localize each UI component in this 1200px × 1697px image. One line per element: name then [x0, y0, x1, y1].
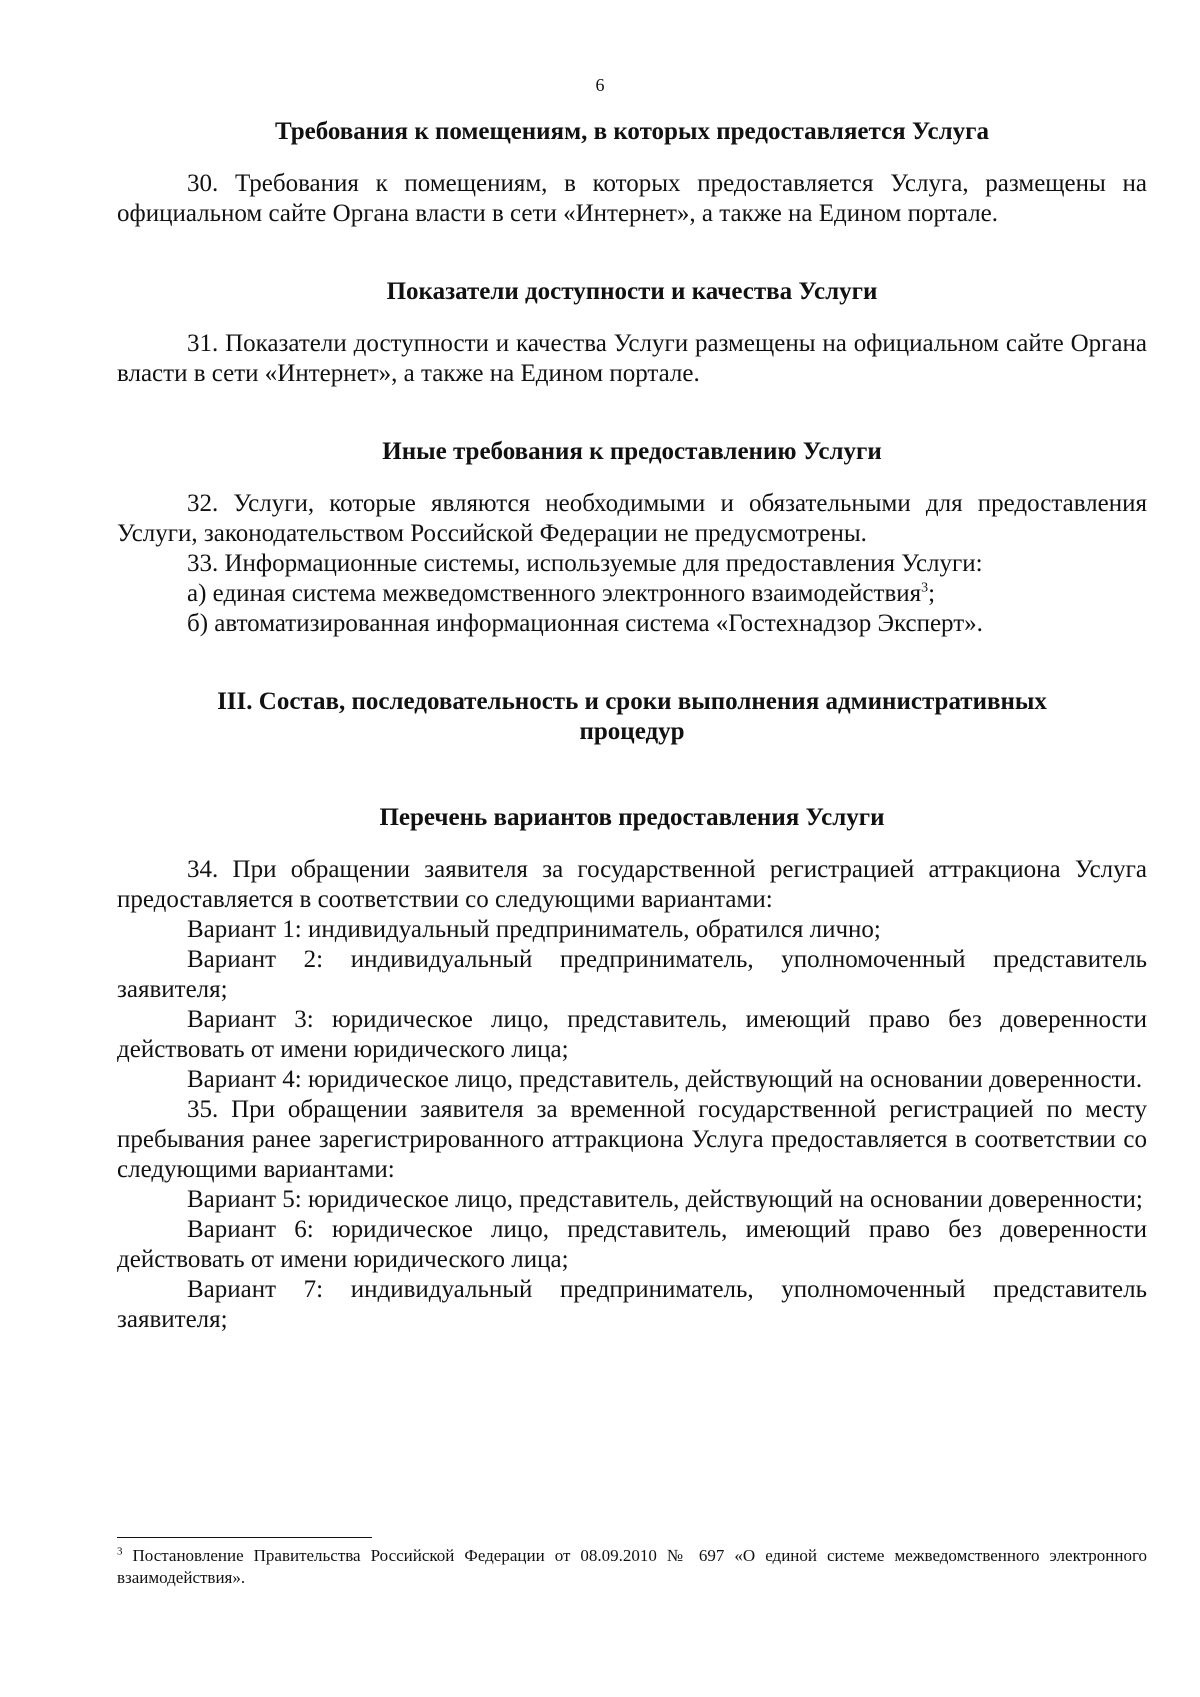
footnote-number: 3: [117, 1545, 123, 1558]
paragraph-33b: б) автоматизированная информационная система «Гостехнадзор Эксперт».: [187, 610, 983, 637]
paragraph-33a-end: ;: [928, 580, 936, 607]
paragraph-35: 35. При обращении заявителя за временной государственной регистрацией по месту пребывания ранее зарегистрированного аттракциона Услуга предоставляется в соответствии со следующими вариантами:: [117, 1096, 1147, 1183]
variant-2: Вариант 2: индивидуальный предприниматель, уполномоченный представитель заявителя;: [117, 946, 1147, 1003]
paragraph-32: 32. Услуги, которые являются необходимыми и обязательными для предоставления Услуги, законодательством Российской Федерации не предусмотрены.: [117, 490, 1147, 547]
variant-1: Вариант 1: индивидуальный предприниматель, обратился лично;: [187, 916, 881, 943]
section-heading-other-requirements: Иные требования к предоставлению Услуги: [382, 438, 882, 465]
chapter-heading-iii: [117, 687, 1147, 747]
section-heading-accessibility: Показатели доступности и качества Услуги: [386, 278, 878, 305]
chapter-heading-line-2: процедур: [579, 718, 685, 745]
paragraph-33a-text: а) единая система межведомственного электронного взаимодействия: [187, 580, 922, 607]
paragraph-30: 30. Требования к помещениям, в которых предоставляется Услуга, размещены на официальном сайте Органа власти в сети «Интернет», а также на Едином портале.: [117, 170, 1147, 227]
footnote-divider: [117, 1537, 372, 1538]
footnote-ref-3[interactable]: 3: [921, 580, 929, 596]
paragraph-33a: [117, 579, 1147, 609]
paragraph-34: 34. При обращении заявителя за государственной регистрацией аттракциона Услуга предоставляется в соответствии со следующими вариантами:: [117, 856, 1147, 913]
variant-3: Вариант 3: юридическое лицо, представитель, имеющий право без доверенности действовать от имени юридического лица;: [117, 1006, 1147, 1063]
variant-4: Вариант 4: юридическое лицо, представитель, действующий на основании доверенности.: [187, 1066, 1143, 1093]
variant-7: Вариант 7: индивидуальный предприниматель, уполномоченный представитель заявителя;: [117, 1276, 1147, 1333]
section-heading-premises: Требования к помещениям, в которых предоставляется Услуга: [274, 118, 990, 145]
chapter-heading-line-1: III. Состав, последовательность и сроки выполнения административных: [217, 688, 1047, 715]
variant-6: Вариант 6: юридическое лицо, представитель, имеющий право без доверенности действовать от имени юридического лица;: [117, 1216, 1147, 1273]
section-heading-variants: Перечень вариантов предоставления Услуги: [379, 804, 885, 831]
paragraph-33: 33. Информационные системы, используемые для предоставления Услуги:: [187, 550, 983, 577]
page-number: 6: [595, 75, 605, 95]
footnote-3: [117, 1545, 1147, 1589]
variant-5: Вариант 5: юридическое лицо, представитель, действующий на основании доверенности;: [187, 1186, 1143, 1213]
footnote-text: Постановление Правительства Российской Федерации от 08.09.2010 № 697 «О единой системе межведомственного электронного взаимодействия».: [117, 1546, 1147, 1587]
document-body: [117, 117, 1147, 1335]
paragraph-31: 31. Показатели доступности и качества Услуги размещены на официальном сайте Органа власти в сети «Интернет», а также на Едином портале.: [117, 330, 1147, 387]
